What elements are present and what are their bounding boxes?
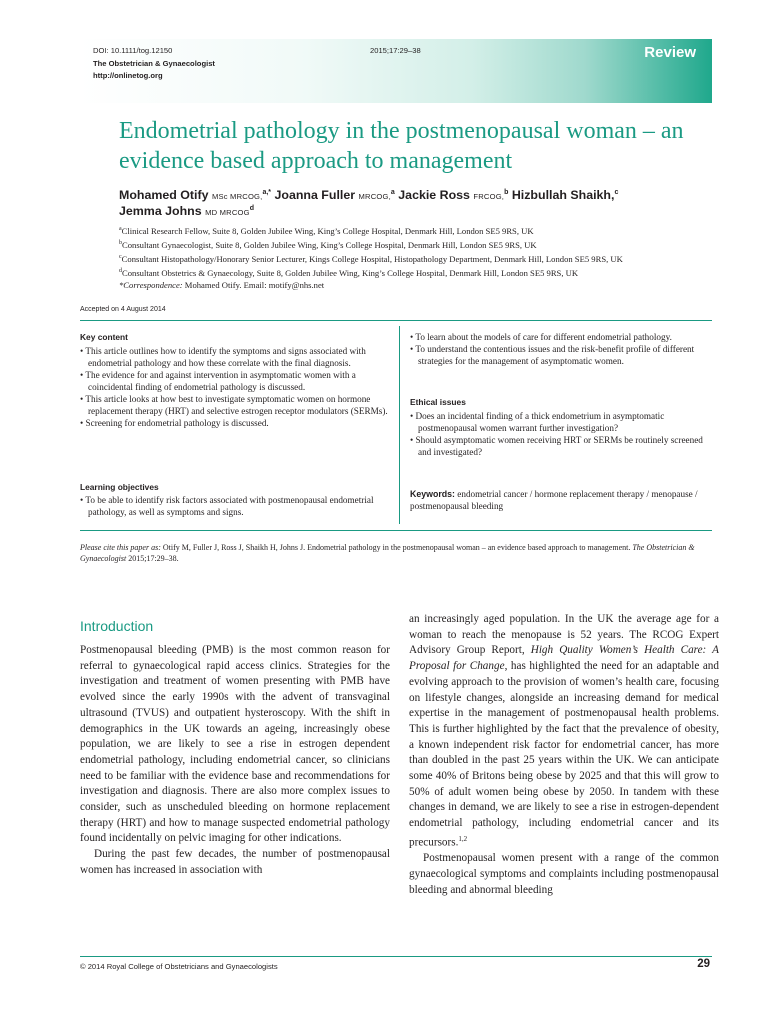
reference-mark[interactable]: 1,2 bbox=[458, 834, 468, 843]
copyright: © 2014 Royal College of Obstetricians and Gynaecologists bbox=[80, 962, 278, 971]
author-degrees: MD MRCOG bbox=[205, 208, 250, 217]
affiliation: $^d$Consultant Obstetrics & Gynaecology, Suite 8, Golden Jubilee Wing, King’s College Hospital, Denmark Hill, London SE5 9RS, UK bbox=[119, 267, 579, 278]
affiliation: $^c$Consultant Histopathology/Honorary Senior Lecturer, Kings College Hospital, Histopathology Department, Denmark Hill, London SE5 9RS, UK bbox=[119, 253, 623, 264]
author-degrees: FRCOG, bbox=[473, 192, 505, 201]
keywords: Keywords: endometrial cancer / hormone replacement therapy / menopause / postmenopausal bleeding bbox=[410, 489, 698, 511]
divider bbox=[80, 530, 712, 531]
paragraph: During the past few decades, the number of postmenopausal women has increased in association with bbox=[80, 848, 390, 876]
paragraph: Postmenopausal women present with a range of the common gynaecological symptoms and complaints including postmenopausal bleeding and abnormal bleeding bbox=[409, 852, 719, 896]
journal-name: The Obstetrician & Gynaecologist bbox=[93, 59, 215, 68]
author-name: Jemma Johns bbox=[119, 204, 202, 218]
divider bbox=[80, 956, 712, 957]
learning-objectives-list bbox=[80, 494, 392, 518]
affiliation: $^a$Clinical Research Fellow, Suite 8, Golden Jubilee Wing, King’s College Hospital, Denmark Hill, London SE5 9RS, UK bbox=[119, 225, 534, 236]
list-item: • This article looks at how best to investigate symptomatic women on hormone replacement therapy (HRT) and selective estrogen receptor modulators (SERMs). bbox=[80, 393, 392, 417]
ethical-issues-heading: Ethical issues bbox=[410, 397, 466, 407]
learning-objectives-list-continued bbox=[410, 331, 710, 367]
citation-note: Please cite this paper as: Otify M, Fuller J, Ross J, Shaikh H, Johns J. Endometrial pathology in the postmenopausal woman – an evidence based approach to management. The Obstetrician & Gynaecologist 2015;17:29–38. bbox=[80, 543, 695, 563]
divider bbox=[399, 326, 400, 524]
article-title: Endometrial pathology in the postmenopausal woman – an evidence based approach to management bbox=[119, 118, 684, 174]
body-column-left bbox=[80, 643, 390, 879]
journal-url[interactable]: http://onlinetog.org bbox=[93, 71, 163, 80]
author-degrees: MRCOG, bbox=[358, 192, 391, 201]
paragraph: an increasingly aged population. In the UK the average age for a woman to reach the menopause is 52 years. The RCOG Expert Advisory Group Report, High Quality Women’s Health Care: A Proposal for Change, has highlighted the need for an adaptable and evolving approach to the provision of women’s health care, focusing on lifestyle changes, alongside an increasing demand for medical expertise in the management of postmenopausal health problems. This is further highlighted by the fact that the prevalence of obesity, a known independent risk factor for endometrial cancer, has more than doubled in the past 25 years within the UK. We can anticipate some 40% of Britons being obese by 2025 and that this will grow to 50% of adult women being obese by 2050. In tandem with these changes in demand, we are likely to see a rise in estrogen-dependent endometrial pathology, including endometrial cancer and its precursors.$^{1,2}$ bbox=[409, 613, 720, 849]
author-name: Hizbullah Shaikh, bbox=[511, 188, 615, 202]
author-affiliation-mark: d bbox=[249, 204, 255, 212]
doi-text: DOI: 10.1111/tog.12150 bbox=[93, 46, 173, 55]
list-item: • Should asymptomatic women receiving HRT or SERMs be routinely screened and investigated? bbox=[410, 434, 710, 458]
author-affiliation-mark: b bbox=[504, 188, 509, 196]
ethical-issues-list bbox=[410, 410, 710, 458]
correspondence: *Correspondence: Mohamed Otify. Email: motify@nhs.net bbox=[119, 280, 325, 290]
page-number: 29 bbox=[697, 958, 710, 970]
list-item: • The evidence for and against intervention in asymptomatic women with a coincidental finding of endometrial pathology is discussed. bbox=[80, 369, 392, 393]
author-affiliation-mark: a bbox=[390, 188, 395, 196]
list-item: • To be able to identify risk factors associated with postmenopausal endometrial pathology, as well as symptoms and signs. bbox=[80, 494, 392, 518]
author-name: Mohamed Otify bbox=[119, 188, 209, 202]
author-degrees: MSc MRCOG, bbox=[211, 192, 263, 201]
author-list bbox=[119, 204, 254, 218]
learning-objectives-heading: Learning objectives bbox=[80, 482, 159, 492]
accepted-date: Accepted on 4 August 2014 bbox=[80, 306, 166, 313]
author-list bbox=[119, 188, 618, 202]
key-content-heading: Key content bbox=[80, 332, 128, 342]
divider bbox=[80, 320, 712, 321]
key-content-list bbox=[80, 345, 392, 429]
author-name: Joanna Fuller bbox=[274, 188, 356, 202]
list-item: • To understand the contentious issues and the risk-benefit profile of different strategies for the management of asymptomatic women. bbox=[410, 343, 710, 367]
issue-info: 2015;17:29–38 bbox=[370, 46, 421, 55]
body-column-right bbox=[409, 612, 719, 898]
list-item: • Screening for endometrial pathology is discussed. bbox=[80, 417, 392, 429]
author-name: Jackie Ross bbox=[398, 188, 470, 202]
affiliation: $^b$Consultant Gynaecologist, Suite 8, Golden Jubilee Wing, King’s College Hospital, Denmark Hill, London SE5 9RS, UK bbox=[119, 239, 537, 250]
paragraph: Postmenopausal bleeding (PMB) is the most common reason for referral to gynaecological rapid access clinics. Strategies for the investigation and treatment of women presenting with PMB have evolved since the early 1990s with the advent of transvaginal ultrasound (TVUS) and outpatient hysteroscopy. With the shift in demographics in the UK towards an ageing, increasingly obese population, we are likely to see a rise in estrogen dependent endometrial pathology, including endometrial cancer, so clinicians need to be familiar with the evidence base and recommendations for investigation and diagnosis. There are also more complex issues to consider, such as unscheduled bleeding on hormone replacement therapy (HRT) and how to manage suspected endometrial pathology found incidentally on pelvic imaging for other indications. bbox=[80, 644, 390, 845]
section-tag: Review bbox=[644, 44, 696, 61]
list-item: • To learn about the models of care for different endometrial pathology. bbox=[410, 331, 710, 343]
section-heading-introduction: Introduction bbox=[80, 618, 154, 634]
list-item: • Does an incidental finding of a thick endometrium in asymptomatic postmenopausal women warrant further investigation? bbox=[410, 410, 710, 434]
author-affiliation-mark: a,* bbox=[262, 188, 272, 196]
list-item: • This article outlines how to identify the symptoms and signs associated with endometrial pathology and how these correlate with the final diagnosis. bbox=[80, 345, 392, 369]
author-affiliation-mark: c bbox=[614, 188, 619, 196]
